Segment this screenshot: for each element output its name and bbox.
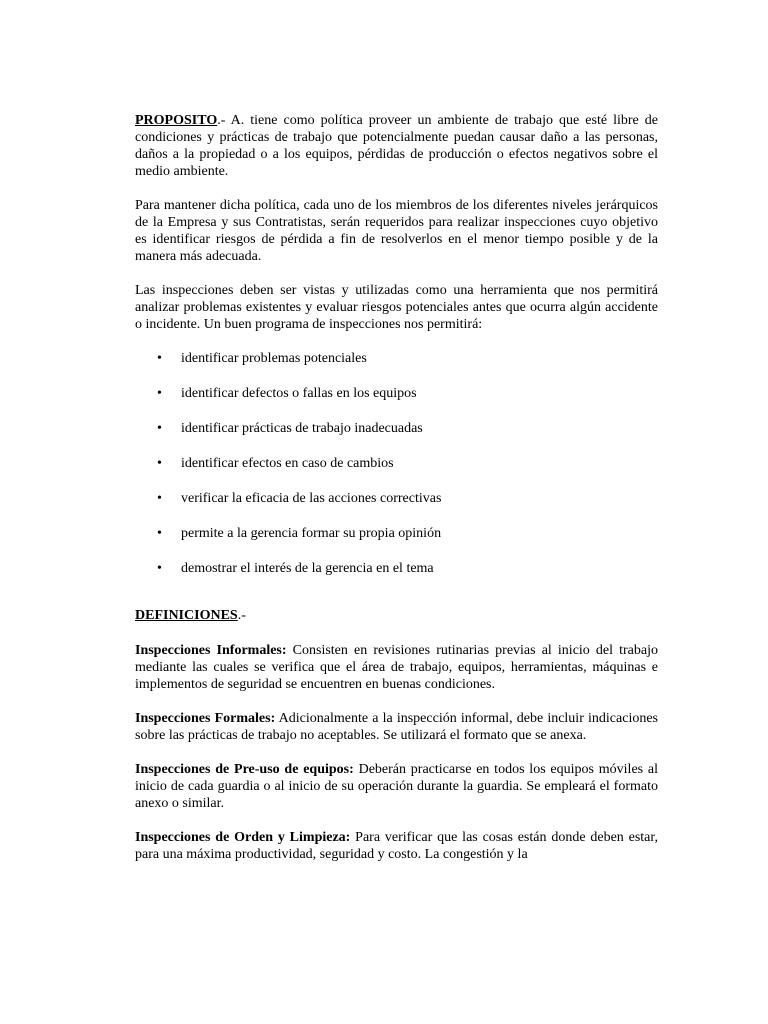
list-item-text: identificar defectos o fallas en los equipos xyxy=(181,386,417,401)
definition-term: Inspecciones de Pre-uso de equipos: xyxy=(135,762,354,777)
list-item-text: identificar prácticas de trabajo inadecuadas xyxy=(181,421,423,436)
list-item xyxy=(135,525,658,542)
definiciones-heading: DEFINICIONES xyxy=(135,608,238,623)
definition-text: Consisten en revisiones rutinarias previas al inicio del trabajo mediante las cuales se verifica que el área de trabajo, equipos, herramientas, máquinas e implementos de seguridad se encuentren en buenas condiciones. xyxy=(135,643,658,692)
definiciones-suffix: .- xyxy=(237,608,246,623)
definition-preuso xyxy=(135,761,658,812)
bullet-icon: • xyxy=(157,456,162,471)
list-item-text: identificar problemas potenciales xyxy=(181,351,367,366)
bullet-icon: • xyxy=(157,421,162,436)
definition-term: Inspecciones de Orden y Limpieza: xyxy=(135,830,351,845)
list-item xyxy=(135,455,658,472)
list-item xyxy=(135,490,658,507)
definition-orden-limpieza xyxy=(135,829,658,863)
list-item xyxy=(135,385,658,402)
proposito-heading: PROPOSITO xyxy=(135,113,218,128)
definiciones-title xyxy=(135,607,658,624)
definition-term: Inspecciones Informales: xyxy=(135,643,287,658)
list-item xyxy=(135,420,658,437)
list-item xyxy=(135,350,658,367)
proposito-paragraph xyxy=(135,112,658,180)
definition-formales xyxy=(135,710,658,744)
definition-term: Inspecciones Formales: xyxy=(135,711,276,726)
definition-text: Para verificar que las cosas están donde deben estar, para una máxima productividad, seguridad y costo. La congestión y la xyxy=(135,830,658,862)
list-item-text: verificar la eficacia de las acciones correctivas xyxy=(181,491,442,506)
definition-informales xyxy=(135,642,658,693)
list-item xyxy=(135,560,658,577)
definition-text: Deberán practicarse en todos los equipos móviles al inicio de cada guardia o al inicio de su operación durante la guardia. Se empleará el formato anexo o similar. xyxy=(135,762,658,811)
paragraph-inspections: Las inspecciones deben ser vistas y utilizadas como una herramienta que nos permitirá analizar problemas existentes y evaluar riesgos potenciales antes que ocurra algún accidente o incidente. Un buen programa de inspecciones nos permitirá: xyxy=(135,283,658,332)
list-item-text: demostrar el interés de la gerencia en el tema xyxy=(181,561,434,576)
list-item-text: permite a la gerencia formar su propia opinión xyxy=(181,526,442,541)
bullet-icon: • xyxy=(157,526,162,541)
definition-text: Adicionalmente a la inspección informal, debe incluir indicaciones sobre las prácticas de trabajo no aceptables. Se utilizará el formato que se anexa. xyxy=(135,711,658,743)
bullet-icon: • xyxy=(157,386,162,401)
paragraph-policy: Para mantener dicha política, cada uno de los miembros de los diferentes niveles jerárquicos de la Empresa y sus Contratistas, serán requeridos para realizar inspecciones cuyo objetivo es identificar riesgos de pérdida a fin de resolverlos en el menor tiempo posible y de la manera más adecuada. xyxy=(135,198,658,264)
bullet-icon: • xyxy=(157,561,162,576)
proposito-text: .- A. tiene como política proveer un ambiente de trabajo que esté libre de condiciones y prácticas de trabajo que potencialmente puedan causar daño a las personas, daños a la propiedad o a los equipos, pérdidas de producción o efectos negativos sobre el medio ambiente. xyxy=(135,113,658,179)
bullet-icon: • xyxy=(157,351,162,366)
list-item-text: identificar efectos en caso de cambios xyxy=(181,456,394,471)
benefits-list xyxy=(135,350,658,577)
bullet-icon: • xyxy=(157,491,162,506)
